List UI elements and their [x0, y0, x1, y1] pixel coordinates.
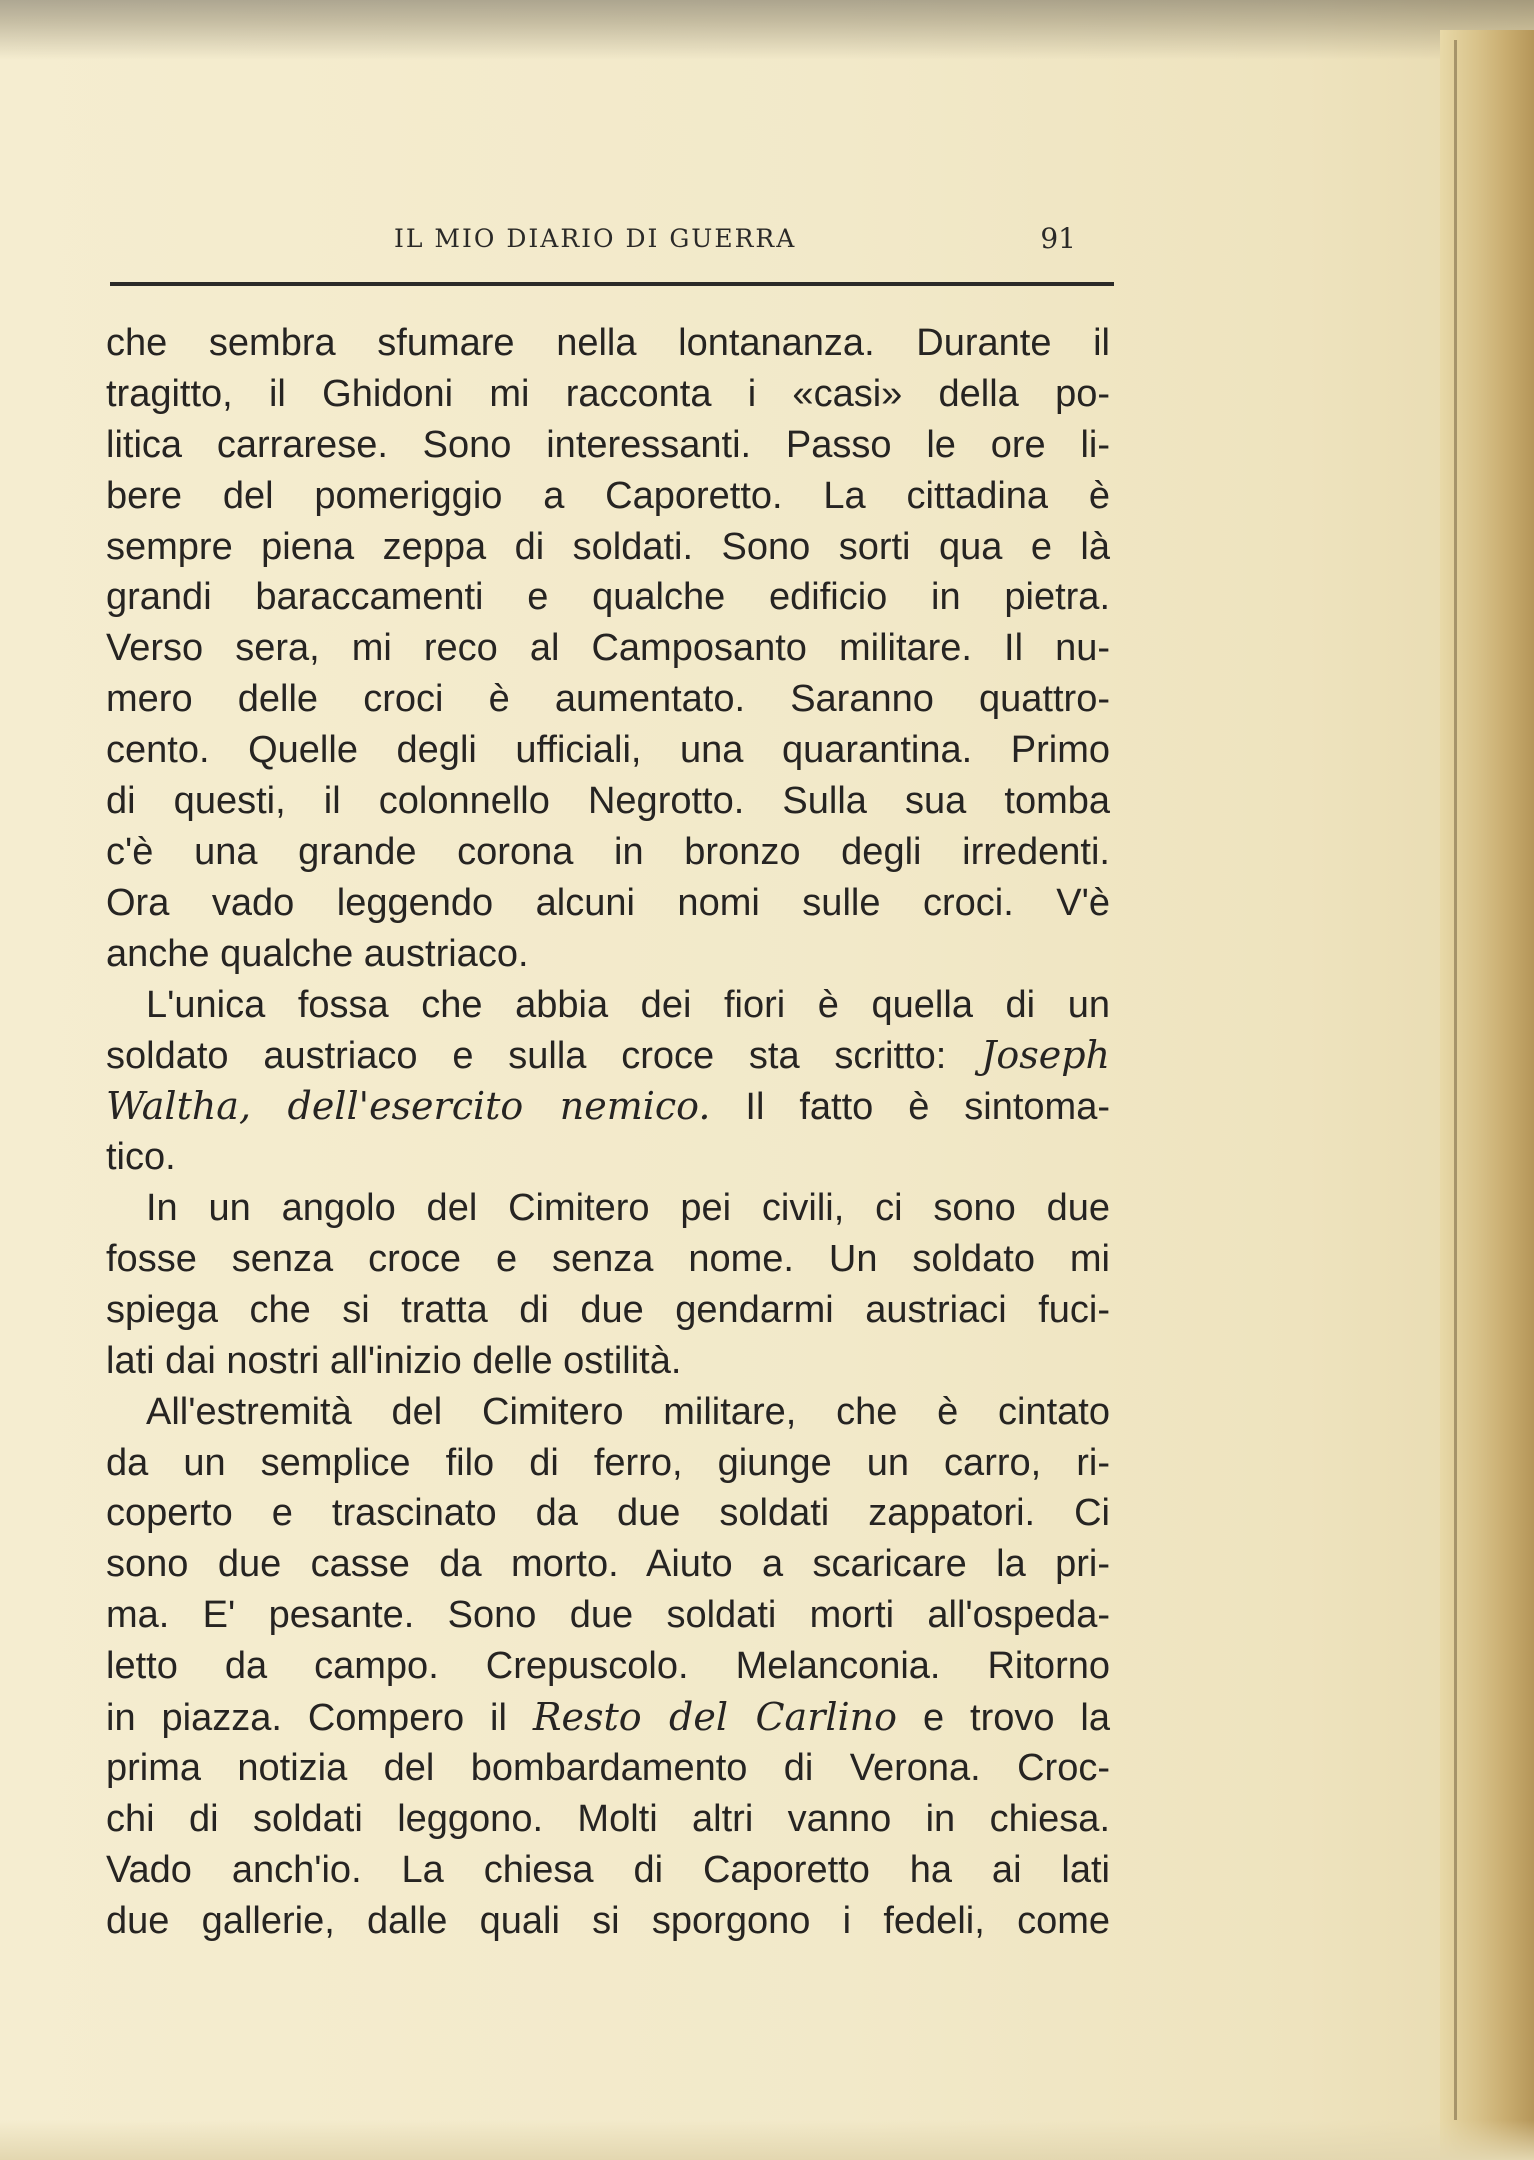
page-number: 91: [1040, 222, 1076, 255]
running-head: IL MIO DIARIO DI GUERRA: [394, 224, 797, 253]
text-line: letto da campo. Crepuscolo. Melanconia. Ritorno: [106, 1645, 1110, 1688]
bottom-edge: [0, 2120, 1534, 2160]
text-line-mixed: [106, 1692, 1110, 1743]
italic-run: Waltha, dell'esercito nemico.: [106, 1084, 711, 1129]
header-rule: [110, 282, 1114, 286]
top-edge-shadow: [0, 0, 1534, 60]
text-line: sono due casse da morto. Aiuto a scaricare la pri-: [106, 1543, 1110, 1586]
text-line-mixed: [106, 1030, 1110, 1081]
text-line: coperto e trascinato da due soldati zappatori. Ci: [106, 1492, 1110, 1535]
page-edge-line: [1454, 40, 1457, 2120]
text-line: fosse senza croce e senza nome. Un soldato mi: [106, 1238, 1110, 1281]
text-line: cento. Quelle degli ufficiali, una quarantina. Primo: [106, 729, 1110, 772]
text-line: sempre piena zeppa di soldati. Sono sorti qua e là: [106, 525, 1110, 568]
text-line: bere del pomeriggio a Caporetto. La cittadina è: [106, 474, 1110, 517]
text-line: chi di soldati leggono. Molti altri vanno in chiesa.: [106, 1797, 1110, 1840]
text-line: grandi baraccamenti e qualche edificio in pietra.: [106, 576, 1110, 619]
text-line: lati dai nostri all'inizio delle ostilità.: [106, 1339, 682, 1382]
text-line: mero delle croci è aumentato. Saranno quattro-: [106, 678, 1110, 721]
text-line: tico.: [106, 1136, 176, 1179]
text-line: Verso sera, mi reco al Camposanto militare. Il nu-: [106, 627, 1110, 670]
italic-run: Joseph: [981, 1033, 1110, 1078]
text-line: c'è una grande corona in bronzo degli irredenti.: [106, 830, 1110, 873]
text-line: litica carrarese. Sono interessanti. Passo le ore li-: [106, 423, 1110, 466]
text-run: e trovo la: [922, 1697, 1111, 1740]
text-line: In un angolo del Cimitero pei civili, ci sono due: [146, 1187, 1110, 1230]
text-line: che sembra sfumare nella lontananza. Durante il: [106, 322, 1110, 364]
text-line: due gallerie, dalle quali si sporgono i fedeli, come: [106, 1899, 1110, 1942]
text-line: All'estremità del Cimitero militare, che è cintato: [146, 1390, 1110, 1433]
text-line: di questi, il colonnello Negrotto. Sulla sua tomba: [106, 780, 1110, 823]
text-line: prima notizia del bombardamento di Verona. Croc-: [106, 1746, 1110, 1789]
text-line: anche qualche austriaco.: [106, 932, 529, 975]
text-line: spiega che si tratta di due gendarmi austriaci fuci-: [106, 1288, 1110, 1331]
text-line: Ora vado leggendo alcuni nomi sulle croci. V'è: [106, 881, 1110, 924]
page-header: [106, 218, 1114, 268]
text-line: tragitto, il Ghidoni mi racconta i «casi» della po-: [106, 372, 1110, 415]
text-run: in piazza. Compero il: [106, 1697, 507, 1740]
text-run: Il fatto è sintoma-: [745, 1086, 1110, 1129]
text-line: Vado anch'io. La chiesa di Caporetto ha ai lati: [106, 1848, 1110, 1891]
text-line: ma. E' pesante. Sono due soldati morti all'ospeda-: [106, 1594, 1110, 1637]
italic-run: Resto del Carlino: [532, 1695, 898, 1740]
text-line: da un semplice filo di ferro, giunge un carro, ri-: [106, 1441, 1110, 1484]
text-line-mixed: [106, 1081, 1110, 1132]
text-run: soldato austriaco e sulla croce sta scritto:: [106, 1035, 947, 1078]
body-text: [106, 318, 1110, 1947]
text-line: L'unica fossa che abbia dei fiori è quella di un: [146, 983, 1110, 1026]
